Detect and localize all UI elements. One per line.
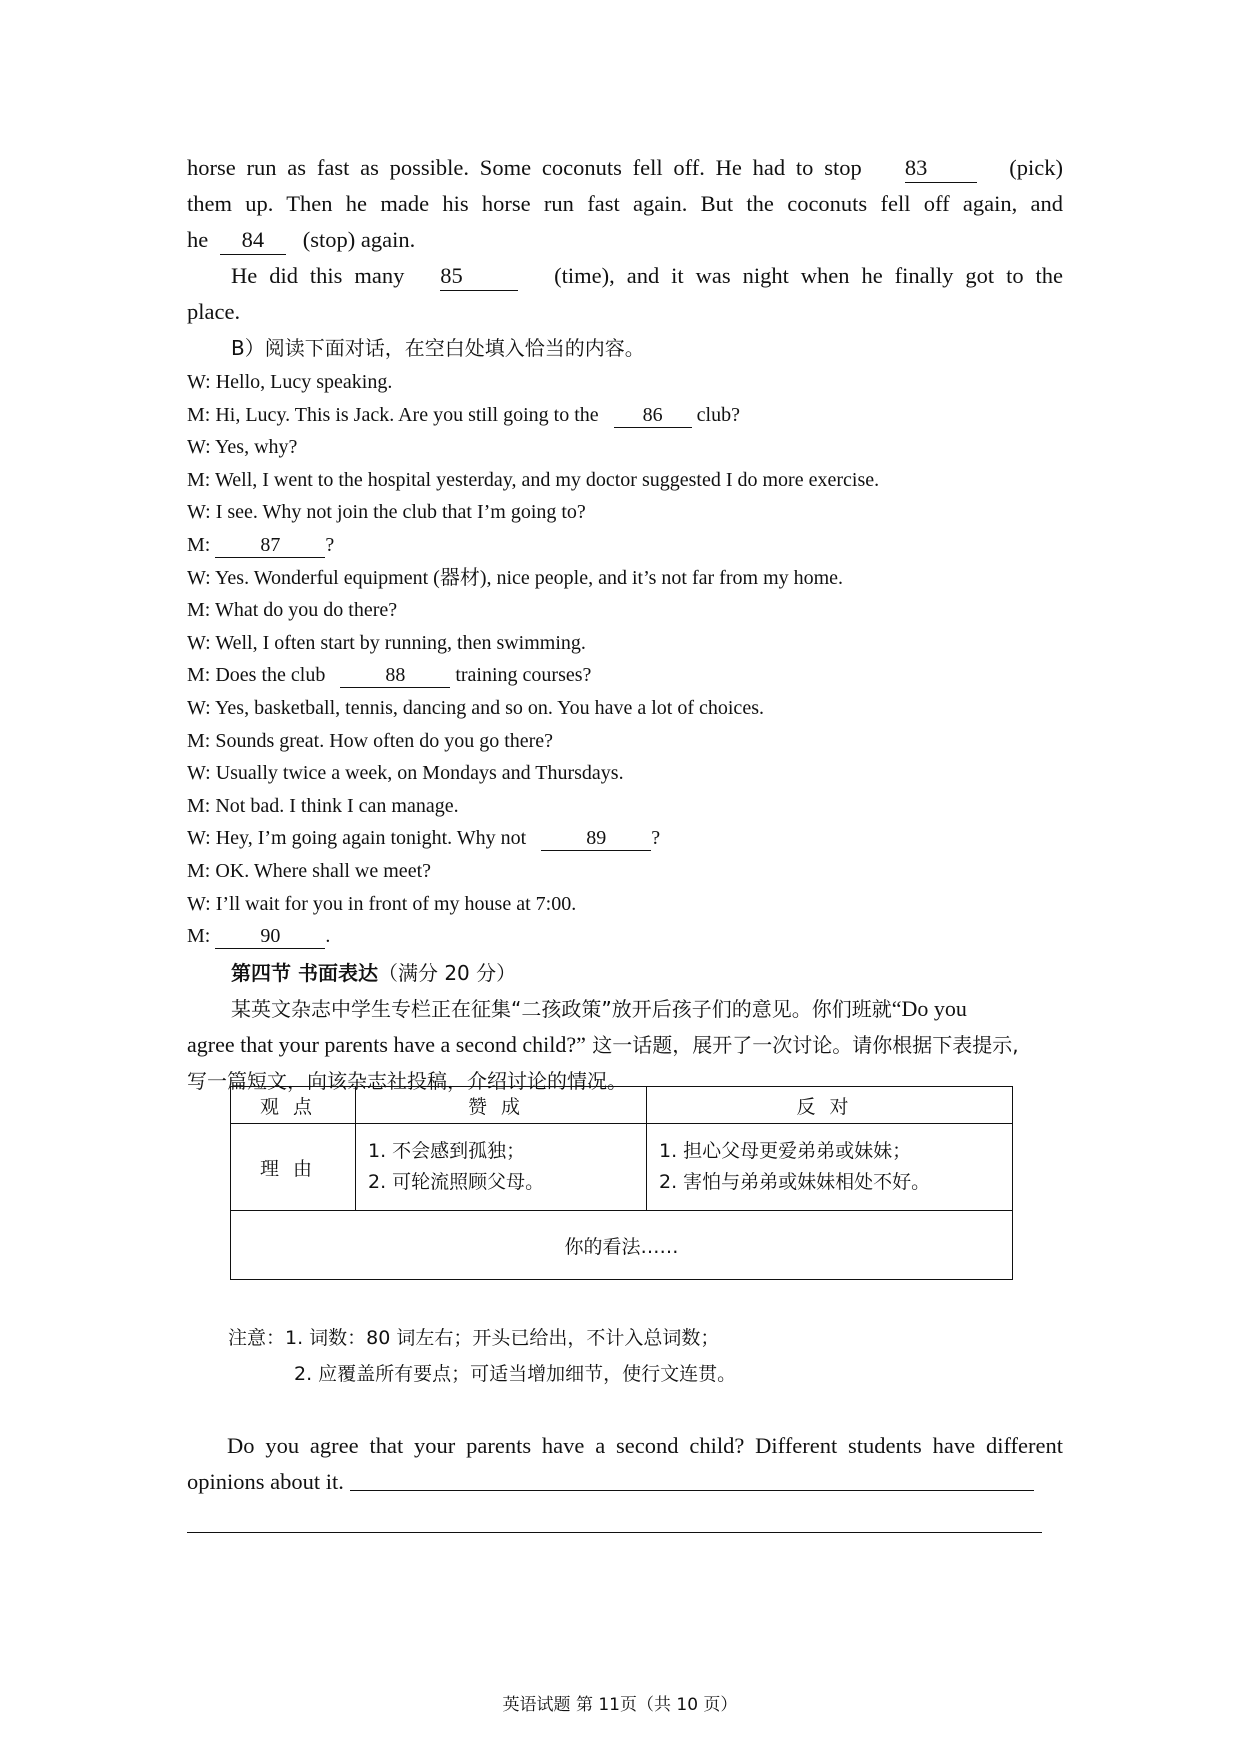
dialogue-line (187, 529, 1063, 562)
table-row (231, 1124, 1013, 1211)
list-item: 2. 害怕与弟弟或妹妹相处不好。 (659, 1171, 931, 1193)
dialogue-text: ? (325, 533, 335, 556)
speaker-label: M: (187, 403, 211, 426)
speaker-label: W: (187, 371, 211, 393)
passage-line: place. (187, 299, 241, 324)
dialogue-text: Hi, Lucy. This is Jack. Are you still going to the (215, 403, 599, 426)
dialogue-text: training courses? (455, 664, 592, 687)
dialogue-line (187, 464, 1063, 497)
notes (228, 1320, 736, 1392)
dialogue-text: Well, I went to the hospital yesterday, and my doctor suggested I do more exercise. (214, 468, 880, 491)
speaker-label: M: (187, 533, 211, 556)
section4-intro-line (187, 991, 1063, 1027)
intro-text: agree that your parents have a second child?” (187, 1031, 586, 1057)
list-item: 1. 不会感到孤独； (368, 1140, 526, 1162)
passage-hint: (pick) (1009, 155, 1063, 180)
note-line: 注意：1. 词数：80 词左右；开头已给出，不计入总词数； (228, 1327, 720, 1349)
table-header-row (231, 1087, 1013, 1124)
list-item: 2. 可轮流照顾父母。 (368, 1171, 545, 1193)
dialogue-line (187, 725, 1063, 758)
speaker-label: W: (187, 827, 211, 850)
section4-title: 第四节 书面表达 (231, 960, 378, 985)
speaker-label: W: (187, 631, 211, 654)
table-header-cell: 反对 (647, 1087, 1013, 1124)
dialogue-text: club? (696, 403, 740, 426)
section-b-heading: B）阅读下面对话，在空白处填入恰当的内容。 (231, 336, 645, 360)
speaker-label: W: (187, 501, 211, 524)
dialogue-text: Hello, Lucy speaking. (215, 371, 393, 393)
list-item: 1. 担心父母更爱弟弟或妹妹； (659, 1140, 912, 1162)
dialogue-line (187, 790, 1063, 823)
blank-87[interactable]: 87 (215, 535, 325, 558)
dialogue-text: I see. Why not join the club that I’m going to? (215, 501, 586, 524)
passage-line (187, 150, 1063, 186)
section4-heading (187, 955, 1063, 991)
passage-text: He did this many (231, 263, 405, 288)
intro-text: “Do you (891, 995, 967, 1021)
dialogue-text: Hey, I’m going again tonight. Why not (215, 827, 527, 850)
blank-90[interactable]: 90 (215, 926, 325, 949)
speaker-label: M: (187, 468, 211, 491)
dialogue-text: I’ll wait for you in front of my house at 7:00. (215, 892, 577, 915)
dialogue (187, 366, 1063, 953)
dialogue-text: Usually twice a week, on Mondays and Thursdays. (215, 762, 624, 785)
passage-hint: (stop) again. (302, 227, 416, 252)
reason-label: 理由 (231, 1124, 356, 1211)
speaker-label: W: (187, 762, 211, 785)
dialogue-line (187, 496, 1063, 529)
blank-84[interactable]: 84 (220, 228, 286, 255)
answer-line[interactable] (187, 1532, 1042, 1533)
writing-line-text: opinions about it. (187, 1469, 344, 1494)
passage-line (187, 258, 1063, 294)
dialogue-text: Does the club (215, 664, 326, 687)
dialogue-line (187, 627, 1063, 660)
dialogue-line (187, 562, 1063, 595)
blank-88[interactable]: 88 (340, 665, 450, 688)
intro-text: 这一话题，展开了一次讨论。请你根据下表提示, (592, 1032, 1019, 1057)
dialogue-line (187, 594, 1063, 627)
dialogue-text: Not bad. I think I can manage. (215, 794, 459, 817)
passage-text: horse run as fast as possible. Some coconuts fell off. He had to stop (187, 155, 862, 180)
dialogue-text: OK. Where shall we meet? (215, 859, 431, 882)
note-line: 2. 应覆盖所有要点；可适当增加细节，使行文连贯。 (294, 1363, 737, 1385)
dialogue-text: Yes, basketball, tennis, dancing and so on. You have a lot of choices. (214, 696, 764, 719)
section4-score: （满分 20 分） (377, 960, 517, 985)
passage-text: he (187, 227, 209, 252)
speaker-label: M: (187, 794, 211, 817)
dialogue-line (187, 659, 1063, 692)
blank-89[interactable]: 89 (541, 828, 651, 851)
passage-hint: (time), and it was night when he finally got to the (554, 263, 1064, 288)
dialogue-line (187, 822, 1063, 855)
speaker-label: W: (187, 892, 211, 915)
dialogue-text: What do you do there? (214, 599, 398, 622)
speaker-label: M: (187, 859, 211, 882)
table-header-cell: 观点 (231, 1087, 356, 1124)
dialogue-line (187, 888, 1063, 921)
dialogue-line (187, 366, 1063, 399)
writing-line-text: Do you agree that your parents have a second child? Different students have different (227, 1433, 1063, 1458)
speaker-label: M: (187, 729, 211, 752)
intro-text: 某英文杂志中学生专栏正在征集“二孩政策”放开后孩子们的意见。你们班就 (231, 996, 892, 1021)
blank-83[interactable]: 83 (905, 156, 977, 183)
passage-block (187, 150, 1063, 1099)
passage-line (187, 222, 1063, 258)
blank-85[interactable]: 85 (440, 264, 518, 291)
dialogue-line (187, 757, 1063, 790)
dialogue-line (187, 855, 1063, 888)
agree-reasons (356, 1124, 647, 1211)
dialogue-line (187, 399, 1063, 432)
your-opinion-cell: 你的看法…… (231, 1211, 1013, 1280)
answer-line[interactable] (350, 1490, 1034, 1491)
dialogue-text: ? (651, 827, 661, 850)
dialogue-text: Well, I often start by running, then swimming. (215, 631, 586, 654)
table-header-cell: 赞成 (356, 1087, 647, 1124)
section4-intro-line (187, 1027, 1063, 1063)
speaker-label: W: (187, 436, 211, 459)
speaker-label: M: (187, 664, 211, 687)
disagree-reasons (647, 1124, 1013, 1211)
page-footer: 英语试题 第 11页（共 10 页） (502, 1695, 738, 1715)
passage-line: them up. Then he made his horse run fast again. But the coconuts fell off again, and (187, 191, 1063, 216)
blank-86[interactable]: 86 (614, 405, 692, 428)
speaker-label: M: (187, 925, 211, 948)
dialogue-text: Yes. Wonderful equipment (器材), nice people, and it’s not far from my home. (214, 566, 844, 589)
table-row (231, 1211, 1013, 1280)
dialogue-text: . (325, 925, 331, 948)
speaker-label: W: (187, 566, 211, 589)
dialogue-line (187, 692, 1063, 725)
dialogue-line (187, 920, 1063, 953)
dialogue-text: Yes, why? (214, 436, 298, 459)
dialogue-text: Sounds great. How often do you go there? (215, 729, 554, 752)
speaker-label: M: (187, 599, 211, 622)
opinion-table (230, 1086, 1013, 1280)
speaker-label: W: (187, 696, 211, 719)
dialogue-line (187, 431, 1063, 464)
section4-intro-line: 写一篇短文，向该杂志社投稿，介绍讨论的情况。 (187, 1068, 627, 1093)
